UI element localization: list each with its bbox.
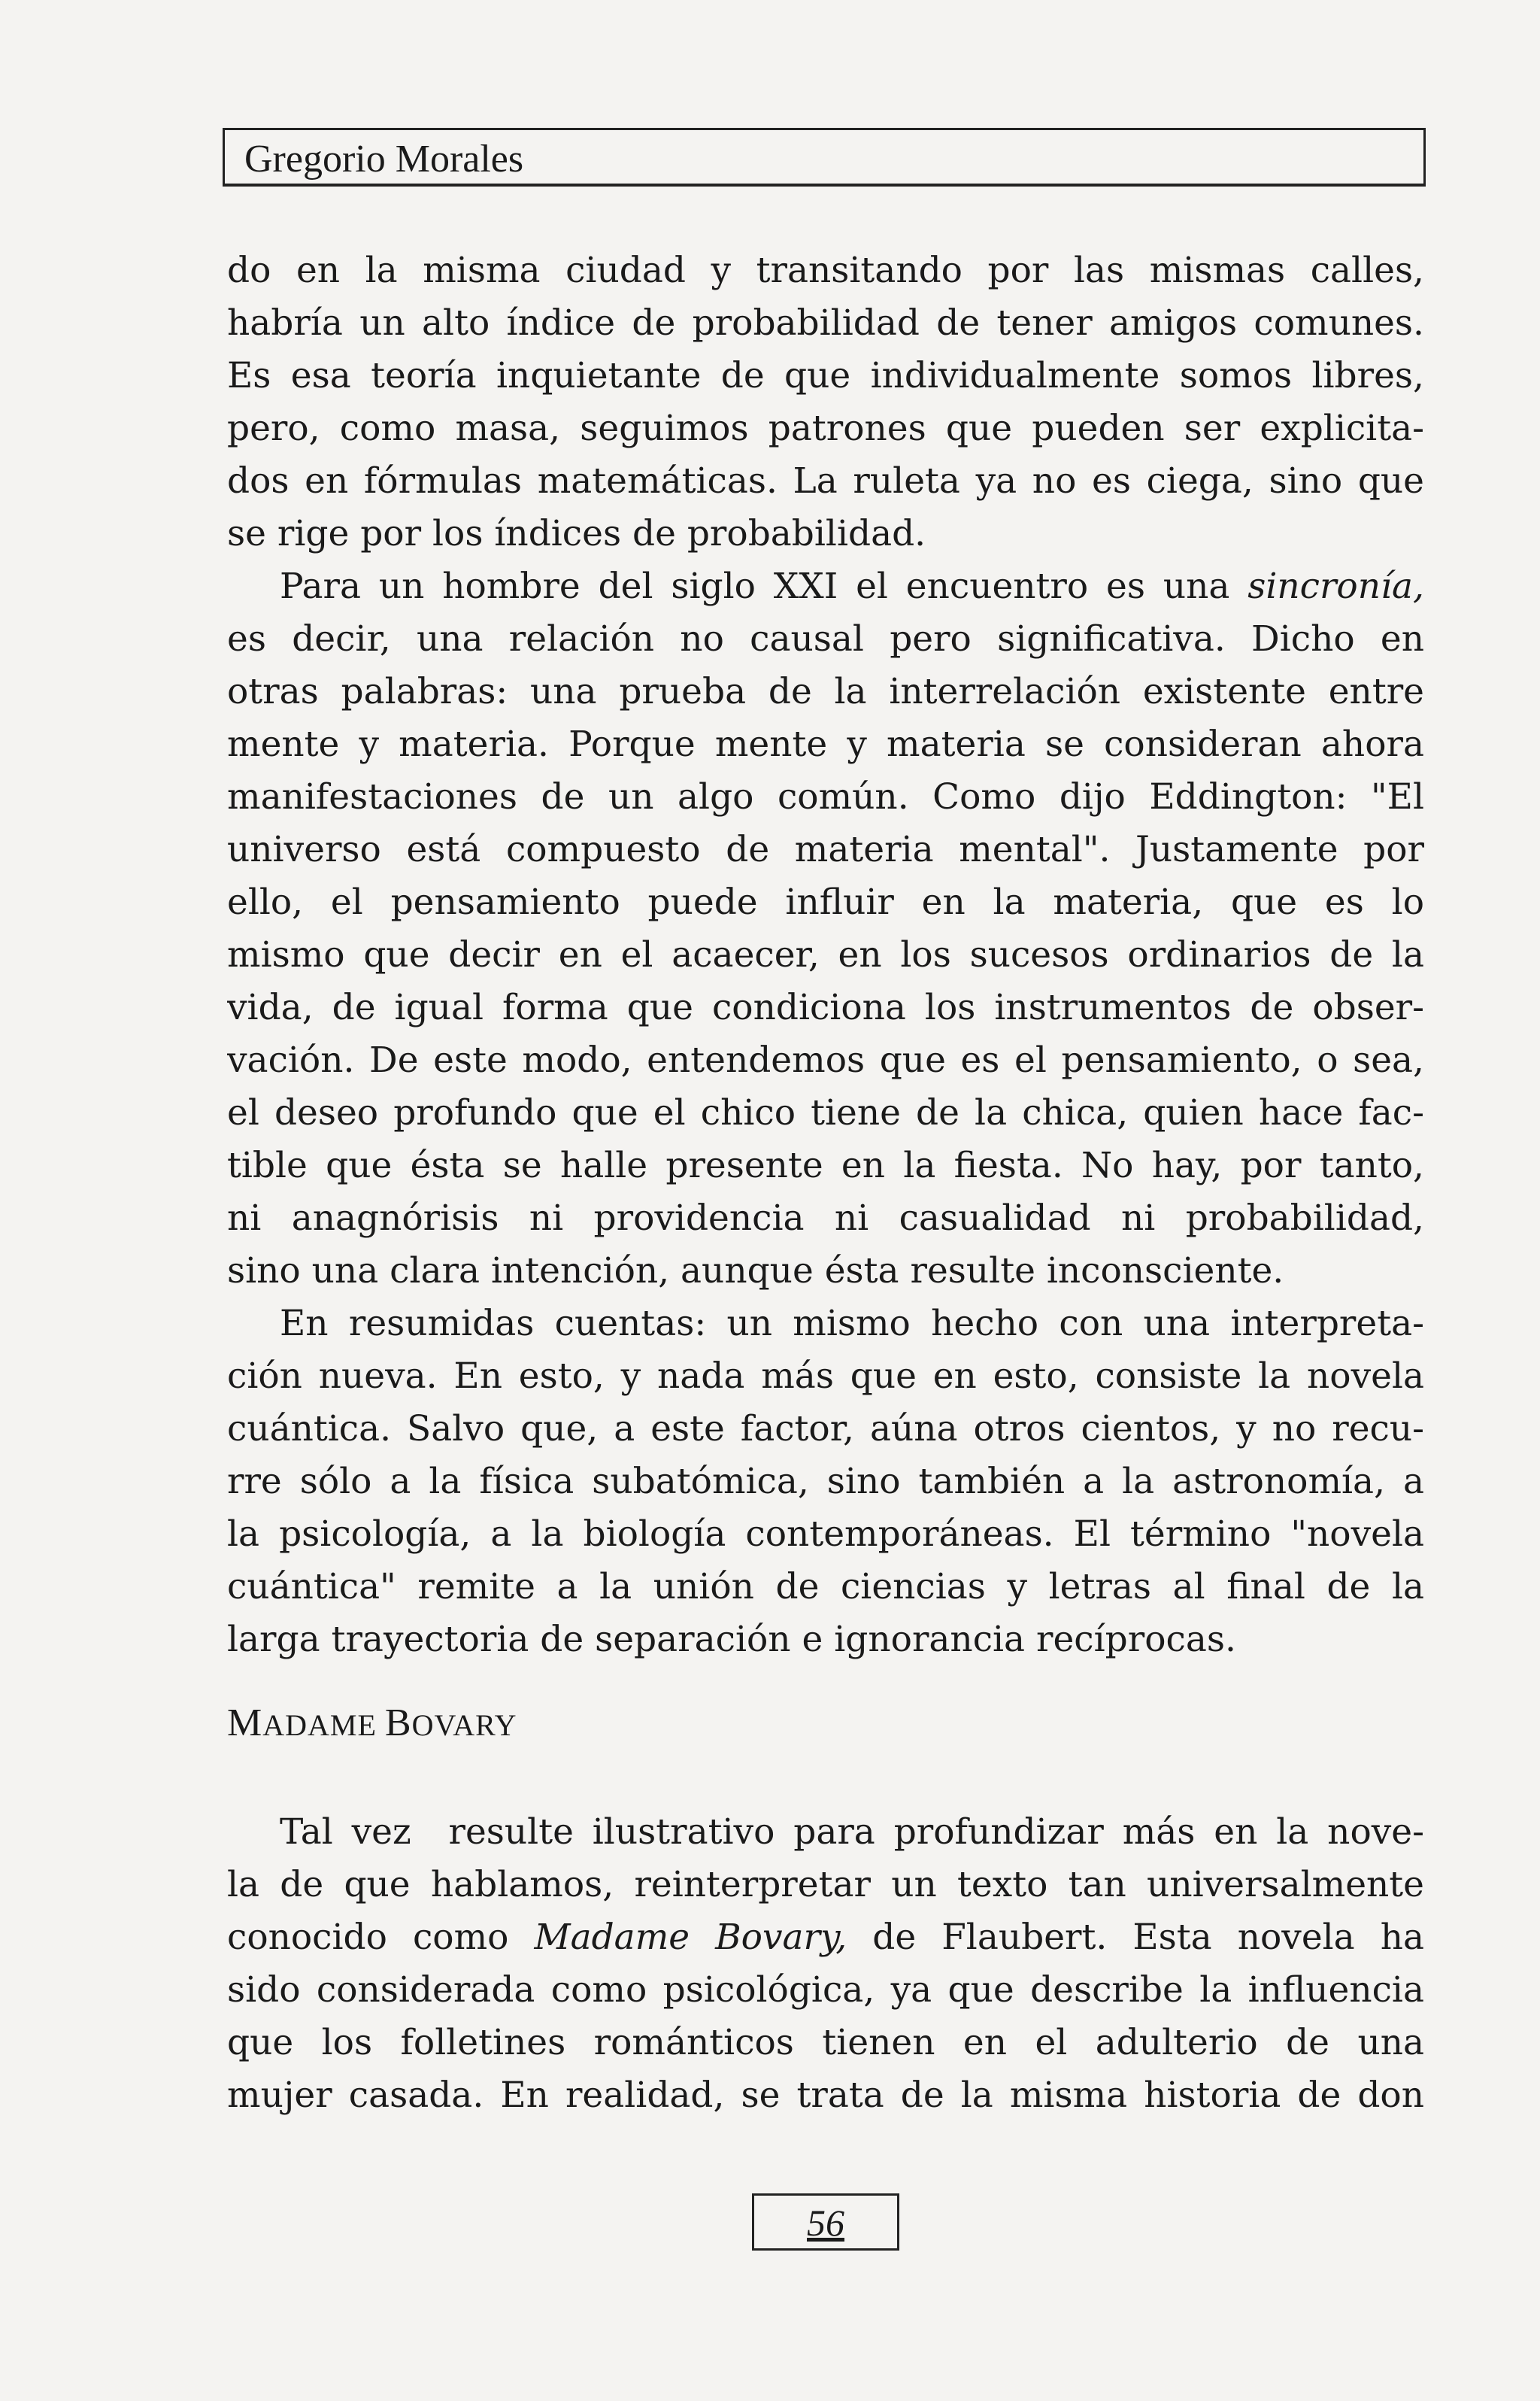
text-line: larga trayectoria de separación e ignorancia recíprocas.	[227, 1619, 1236, 1660]
text-line: Tal vez resulte ilustrativo para profundizar más en la nove-	[280, 1811, 1424, 1853]
body-text	[227, 244, 1424, 2122]
text-line: manifestaciones de un algo común. Como dijo Eddington: "El	[227, 776, 1424, 818]
text-line: mente y materia. Porque mente y materia se consideran ahora	[227, 724, 1424, 765]
italic-term: sincronía,	[1247, 566, 1424, 607]
heading-initial: B	[384, 1701, 412, 1744]
page-number-box	[752, 2193, 899, 2251]
text-line: Es esa teoría inquietante de que individualmente somos libres,	[227, 355, 1424, 396]
text-line: universo está compuesto de materia mental". Justamente por	[227, 829, 1424, 870]
text-line: vida, de igual forma que condiciona los instrumentos de obser-	[227, 987, 1424, 1028]
text-line: la de que hablamos, reinterpretar un texto tan universalmente	[227, 1864, 1424, 1905]
text-segment: Para un hombre del siglo XXI el encuentro es una	[280, 566, 1248, 607]
heading-initial: M	[227, 1701, 263, 1744]
text-line: es decir, una relación no causal pero significativa. Dicho en	[227, 618, 1424, 660]
spacer	[227, 1753, 1424, 1806]
heading-smallcaps: ADAME	[262, 1708, 385, 1742]
text-line: vación. De este modo, entendemos que es el pensamiento, o sea,	[227, 1040, 1424, 1081]
text-line: el deseo profundo que el chico tiene de la chica, quien hace fac-	[227, 1092, 1424, 1134]
page-number: 56	[807, 2202, 844, 2244]
text-line: mismo que decir en el acaecer, en los sucesos ordinarios de la	[227, 934, 1424, 976]
text-line: ni anagnórisis ni providencia ni casualidad ni probabilidad,	[227, 1197, 1424, 1239]
text-line: sido considerada como psicológica, ya que describe la influencia	[227, 1969, 1424, 2011]
text-line: mujer casada. En realidad, se trata de la misma historia de don	[227, 2075, 1424, 2116]
text-line: sino una clara intención, aunque ésta resulte inconsciente.	[227, 1250, 1284, 1292]
text-line	[227, 1911, 1424, 1964]
text-line: ello, el pensamiento puede influir en la materia, que es lo	[227, 882, 1424, 923]
text-line: se rige por los índices de probabilidad.	[227, 513, 926, 554]
text-line: cuántica" remite a la unión de ciencias y letras al final de la	[227, 1566, 1424, 1607]
text-line: otras palabras: una prueba de la interrelación existente entre	[227, 671, 1424, 712]
section-heading	[227, 1693, 1424, 1753]
text-line: habría un alto índice de probabilidad de tener amigos comunes.	[227, 302, 1424, 344]
text-line: rre sólo a la física subatómica, sino también a la astronomía, a	[227, 1461, 1424, 1502]
spacer	[227, 1666, 1424, 1693]
running-header-box	[223, 128, 1426, 187]
text-line: cuántica. Salvo que, a este factor, aúna otros cientos, y no recu-	[227, 1408, 1424, 1449]
text-line: ción nueva. En esto, y nada más que en esto, consiste la novela	[227, 1355, 1424, 1397]
text-line: la psicología, a la biología contemporáneas. El término "novela	[227, 1513, 1424, 1555]
text-line	[227, 560, 1424, 613]
running-header-title: Gregorio Morales	[244, 138, 524, 181]
text-line: que los folletines románticos tienen en el adulterio de una	[227, 2022, 1424, 2063]
text-line: dos en fórmulas matemáticas. La ruleta ya no es ciega, sino que	[227, 460, 1424, 502]
heading-smallcaps: OVARY	[411, 1708, 517, 1742]
text-line: En resumidas cuentas: un mismo hecho con una interpreta-	[280, 1303, 1424, 1344]
text-line: pero, como masa, seguimos patrones que pueden ser explicita-	[227, 408, 1424, 449]
text-segment: de Flaubert. Esta novela ha	[847, 1917, 1424, 1958]
text-segment: conocido como	[227, 1917, 535, 1958]
italic-title: Madame Bovary,	[534, 1917, 847, 1958]
text-line: do en la misma ciudad y transitando por las mismas calles,	[227, 250, 1424, 291]
text-line: tible que ésta se halle presente en la fiesta. No hay, por tanto,	[227, 1145, 1424, 1186]
